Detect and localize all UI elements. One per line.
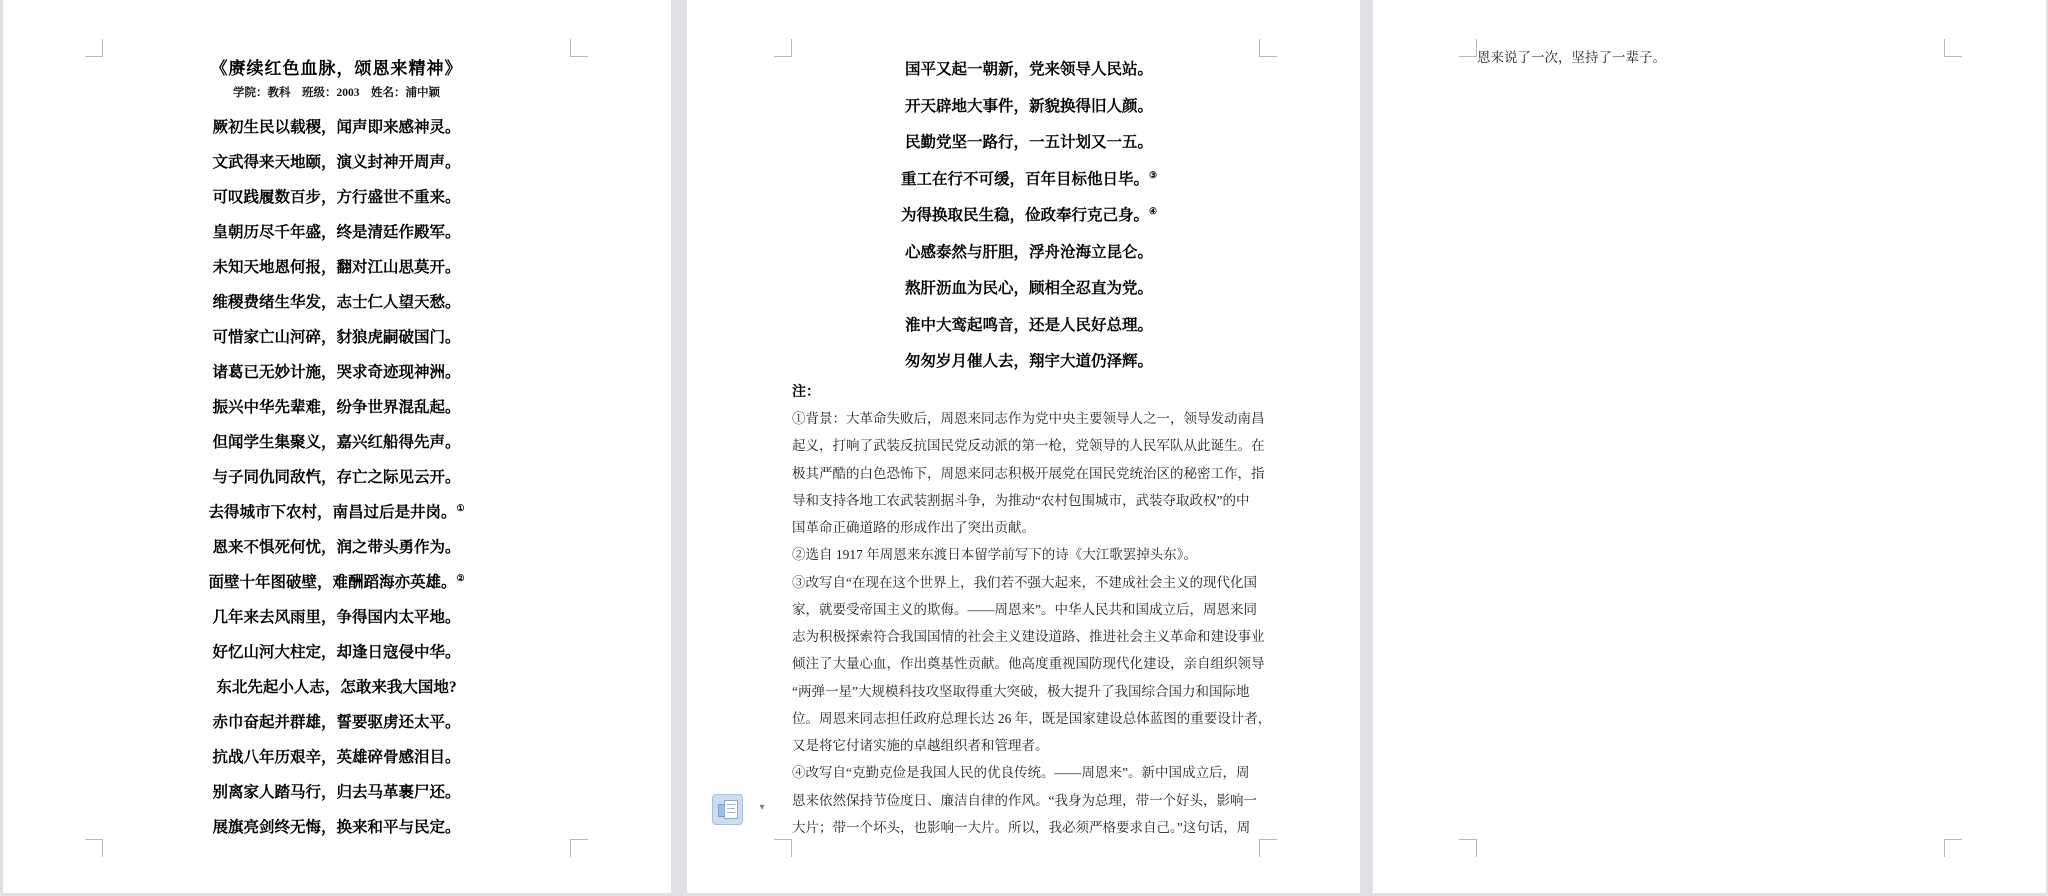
note-ref-superscript: ③ — [1148, 169, 1158, 180]
note-line: 倾注了大量心血，作出奠基性贡献。他高度重视国防现代化建设，亲自组织领导 — [792, 656, 1265, 672]
poem-line: 维稷费绪生华发，志士仁人望天愁。 — [212, 294, 461, 311]
poem-line: 可叹践履数百步，方行盛世不重来。 — [212, 189, 461, 206]
note-line: 志为积极探索符合我国国情的社会主义建设道路、推进社会主义革命和建设事业 — [792, 629, 1265, 644]
note-line: ④改写自“克勤克俭是我国人民的优良传统。——周恩来”。新中国成立后，周 — [792, 765, 1250, 781]
clipboard-paste-icon[interactable] — [712, 794, 743, 825]
text-boundary-mark — [1944, 39, 1962, 57]
text-boundary-mark — [85, 839, 103, 857]
text-boundary-mark — [570, 839, 588, 857]
poem-line: 振兴中华先辈难，纷争世界混乱起。 — [212, 399, 461, 416]
poem-line: 文武得来天地颐，演义封神开周声。 — [212, 154, 461, 171]
note-ref-superscript: ① — [456, 502, 465, 513]
note-line: 国革命正确道路的形成作出了突出贡献。 — [792, 520, 1035, 535]
note-line: 大片；带一个坏头，也影响一大片。所以，我必须严格要求自己。”这句话，周 — [792, 819, 1251, 835]
poem-line: 匆匆岁月催人去，翔宇大道仍泽辉。 — [904, 353, 1153, 370]
poem-line: 好忆山河大柱定，却逢日寇侵中华。 — [212, 644, 461, 661]
poem-line: 东北先起小人志，怎敢来我大国地? — [216, 679, 457, 696]
note-line: 家，就要受帝国主义的欺侮。——周恩来”。中华人民共和国成立后，周恩来同 — [792, 601, 1257, 617]
paste-options-button[interactable] — [710, 792, 772, 832]
poem-line: 面壁十年图破壁，难酬蹈海亦英雄。② — [208, 572, 465, 591]
document-page-1 — [3, 0, 671, 893]
note-continuation — [1477, 44, 1944, 71]
author-byline: 学院：教科 班级：2003 姓名：浦中颖 — [233, 87, 440, 99]
text-boundary-mark — [774, 39, 792, 57]
note-line: 极其严酷的白色恐怖下，周恩来同志积极开展党在国民党统治区的秘密工作，指 — [792, 465, 1265, 481]
text-boundary-mark — [774, 839, 792, 857]
poem-line: 为得换取民生稳，俭政奉行克己身。④ — [900, 205, 1158, 224]
text-boundary-mark — [85, 39, 103, 57]
pasted-sheet-shape — [724, 800, 738, 819]
poem-line: 淮中大鸾起鸣音，还是人民好总理。 — [904, 316, 1153, 334]
poem-line: 熬肝沥血为民心，顾相全忍直为党。 — [904, 280, 1153, 297]
note-line: 导和支持各地工农武装割据斗争，为推动“农村包围城市，武装夺取政权”的中 — [792, 492, 1250, 508]
poem-title: 《赓续红色血脉，颂恩来精神》 — [210, 59, 463, 78]
poem-line: 别离家人踏马行，归去马革裹尸还。 — [212, 784, 461, 801]
poem-line: 恩来不惧死何忧，润之带头勇作为。 — [212, 539, 461, 556]
poem-line: 去得城市下农村，南昌过后是井岗。① — [208, 502, 465, 521]
poem-line: 国平又起一朝新，党来领导人民站。 — [904, 61, 1153, 78]
poem-line: 可惜家亡山河碎，豺狼虎嗣破国门。 — [212, 329, 461, 346]
text-boundary-mark — [1459, 839, 1477, 857]
note-line: ①背景：大革命失败后，周恩来同志作为党中央主要领导人之一，领导发动南昌 — [792, 411, 1265, 426]
poem-line: 未知天地恩何报，翻对江山思莫开。 — [212, 259, 461, 276]
note-line: “两弹一星”大规模科技攻坚取得重大突破，极大提升了我国综合国力和国际地 — [792, 683, 1250, 699]
poem-line: 几年来去风雨里，争得国内太平地。 — [212, 609, 461, 626]
text-boundary-mark — [1459, 39, 1477, 57]
poem-line: 心感泰然与肝胆，浮舟沧海立昆仑。 — [904, 243, 1153, 261]
poem-line: 厥初生民以载稷，闻声即来感神灵。 — [212, 119, 461, 136]
poem-line: 民勤党坚一路行，一五计划又一五。 — [904, 134, 1153, 151]
note-line: 恩来说了一次，坚持了一辈子。 — [1477, 50, 1666, 65]
poem-body-page1 — [103, 110, 570, 845]
note-line: ③改写自“在现在这个世界上，我们若不强大起来，不建成社会主义的现代化国 — [792, 574, 1257, 590]
document-page-2 — [687, 0, 1360, 893]
text-boundary-mark — [1259, 839, 1277, 857]
note-ref-superscript: ④ — [1148, 205, 1158, 216]
poem-line: 但闻学生集聚义，嘉兴红船得先声。 — [212, 434, 461, 451]
poem-line: 与子同仇同敌忾，存亡之际见云开。 — [212, 469, 461, 486]
chevron-down-icon[interactable]: ▾ — [759, 802, 765, 813]
poem-line: 抗战八年历艰辛，英雄碎骨感泪目。 — [212, 749, 461, 766]
note-line: 位。周恩来同志担任政府总理长达 26 年，既是国家建设总体蓝图的重要设计者， — [792, 710, 1272, 726]
note-line: 又是将它付诸实施的卓越组织者和管理者。 — [792, 738, 1049, 753]
poem-line: 皇朝历尽千年盛，终是清廷作殿军。 — [212, 224, 461, 241]
note-line: 恩来依然保持节俭度日、廉洁自律的作风。“我身为总理，带一个好头，影响一 — [792, 792, 1257, 808]
poem-line: 诸葛已无妙计施，哭求奇迹现神洲。 — [212, 364, 461, 381]
text-boundary-mark — [570, 39, 588, 57]
poem-line: 开天辟地大事件，新貌换得旧人颜。 — [904, 97, 1153, 115]
document-page-3 — [1373, 0, 2046, 893]
note-ref-superscript: ② — [456, 572, 465, 583]
poem-line: 赤巾奋起并群雄，誓要驱虏还太平。 — [212, 714, 461, 731]
notes-heading: 注： — [792, 385, 820, 400]
poem-line: 重工在行不可缓，百年目标他日毕。③ — [900, 169, 1158, 188]
poem-body-page2 — [792, 52, 1266, 381]
notes-body — [792, 405, 1272, 841]
note-line: ②选自 1917 年周恩来东渡日本留学前写下的诗《大江歌罢掉头东》。 — [792, 547, 1197, 563]
text-boundary-mark — [1944, 839, 1962, 857]
poem-line: 展旗亮剑终无悔，换来和平与民定。 — [212, 819, 461, 836]
note-line: 起义，打响了武装反抗国民党反动派的第一枪，党领导的人民军队从此诞生。在 — [792, 438, 1265, 454]
